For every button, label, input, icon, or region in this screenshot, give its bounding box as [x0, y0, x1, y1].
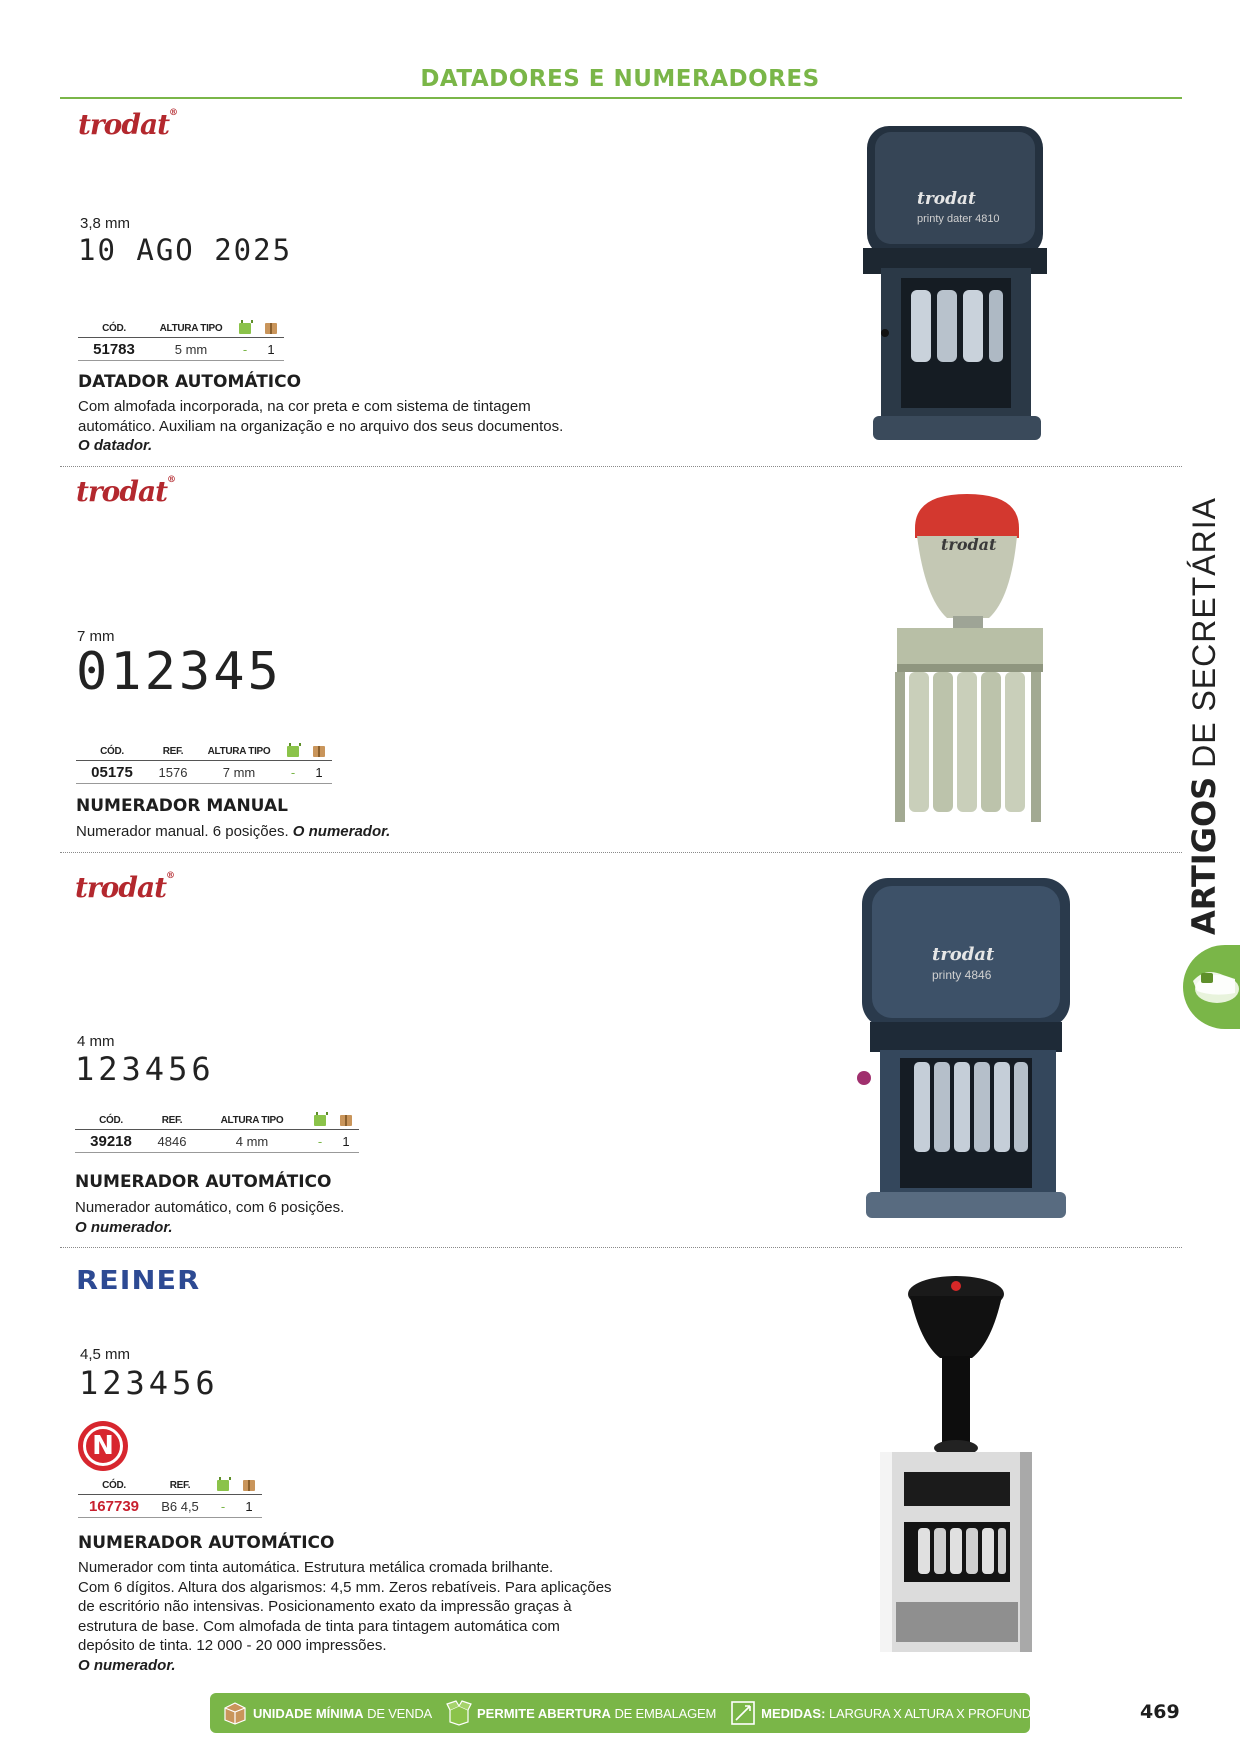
novelty-badge: N: [78, 1421, 128, 1471]
table-row: [75, 1130, 359, 1153]
min-unit-box-icon: [313, 746, 325, 757]
stamp-brand-label: trodat: [941, 535, 997, 554]
altura-tipo-value: 4 mm: [197, 1130, 307, 1153]
spec-table: [76, 746, 332, 784]
type-size: 4,5 mm: [80, 1346, 131, 1363]
stamp-brand-label: trodat: [932, 944, 995, 965]
min-unit-value: 1: [236, 1495, 262, 1518]
min-unit-box-icon: [265, 323, 277, 334]
min-unit-value: 1: [306, 761, 332, 784]
min-unit-box-icon: [222, 1700, 248, 1726]
page-number: 469: [1140, 1701, 1180, 1723]
open-pack-value: -: [307, 1130, 333, 1153]
ref-value: B6 4,5: [150, 1495, 210, 1518]
open-pack-value: -: [210, 1495, 236, 1518]
col-ref: REF.: [148, 746, 198, 761]
min-unit-box-icon: [340, 1115, 352, 1126]
print-sample: 012345: [76, 642, 282, 702]
open-pack-icon: [217, 1480, 229, 1491]
product-image-printy-4846: [840, 872, 1090, 1222]
print-sample: 123456: [79, 1364, 219, 1402]
col-cod: CÓD.: [76, 746, 148, 761]
product-image-dater-4810: [855, 118, 1055, 448]
table-row: [78, 1495, 262, 1518]
type-size: 4 mm: [77, 1033, 115, 1050]
section-divider: [60, 1247, 1182, 1248]
stamp-model-label: printy 4846: [932, 968, 992, 982]
col-ref: REF.: [150, 1480, 210, 1495]
open-pack-value: -: [280, 761, 306, 784]
print-sample: 10 AGO 2025: [78, 233, 293, 267]
brand-logo-trodat: trodat®: [78, 108, 178, 141]
section-divider: [60, 852, 1182, 853]
min-unit-value: 1: [258, 338, 284, 361]
stamp-model-label: printy dater 4810: [917, 213, 1000, 225]
product-image-reiner-b6: [860, 1272, 1050, 1662]
side-category-label: ARTIGOS DE SECRETÁRIA: [1185, 497, 1223, 935]
open-pack-icon: [287, 746, 299, 757]
stamp-brand-label: trodat: [917, 189, 976, 209]
table-row: [78, 338, 284, 361]
product-description: Com almofada incorporada, na cor preta e com sistema de tintagem automático. Auxiliam na organização e no arquivo dos seus documentos. O datador.: [78, 398, 564, 454]
col-ref: REF.: [147, 1115, 197, 1130]
product-code: 39218: [75, 1130, 147, 1153]
product-description: Numerador automático, com 6 posições. O numerador.: [75, 1199, 345, 1236]
section-divider: [60, 466, 1182, 467]
col-altura-tipo: ALTURA TIPO: [197, 1115, 307, 1130]
product-description: Numerador com tinta automática. Estrutura metálica cromada brilhante. Com 6 dígitos. Altura dos algarismos: 4,5 mm. Zeros rebatíveis. Para aplicações de escritório não intensivas. Posicionamento exato da impressão graças à estrutura de base. Com almofada de tinta para tintagem automática com depósito de tinta. 12 000 - 20 000 impressões. O numerador.: [78, 1559, 612, 1674]
product-code: 51783: [78, 338, 150, 361]
open-pack-icon: [446, 1700, 472, 1726]
header-rule: [60, 97, 1182, 99]
dimensions-icon: [730, 1700, 756, 1726]
altura-tipo-value: 5 mm: [150, 338, 232, 361]
spec-table: [75, 1115, 359, 1153]
product-description: Numerador manual. 6 posições. O numerador.: [76, 823, 391, 840]
product-title: NUMERADOR MANUAL: [76, 796, 288, 816]
product-code: 167739: [78, 1495, 150, 1518]
product-title: NUMERADOR AUTOMÁTICO: [78, 1533, 335, 1553]
open-pack-icon: [314, 1115, 326, 1126]
col-altura-tipo: ALTURA TIPO: [198, 746, 280, 761]
col-cod: CÓD.: [78, 1480, 150, 1495]
legend-min-unit: UNIDADE MÍNIMA DE VENDA: [222, 1700, 432, 1726]
open-pack-icon: [239, 323, 251, 334]
col-cod: CÓD.: [78, 323, 150, 338]
brand-logo-reiner: REINER: [76, 1266, 201, 1296]
product-code: 05175: [76, 761, 148, 784]
min-unit-value: 1: [333, 1130, 359, 1153]
legend-dimensions: MEDIDAS: LARGURA X ALTURA X PROFUNDIDADE: [730, 1700, 1070, 1726]
col-cod: CÓD.: [75, 1115, 147, 1130]
brand-logo-trodat: trodat®: [75, 871, 175, 904]
altura-tipo-value: 7 mm: [198, 761, 280, 784]
spec-table: [78, 323, 284, 361]
legend-bar: [210, 1693, 1070, 1733]
ref-value: 1576: [148, 761, 198, 784]
table-row: [76, 761, 332, 784]
hand-stamp-icon: [1183, 945, 1240, 1029]
open-pack-value: -: [232, 338, 258, 361]
col-altura-tipo: ALTURA TIPO: [150, 323, 232, 338]
spec-table: [78, 1480, 262, 1518]
print-sample: 123456: [75, 1050, 215, 1088]
product-title: DATADOR AUTOMÁTICO: [78, 372, 302, 392]
legend-open-pack: PERMITE ABERTURA DE EMBALAGEM: [446, 1700, 716, 1726]
side-category-tab: [1183, 945, 1240, 1029]
ref-value: 4846: [147, 1130, 197, 1153]
type-size: 7 mm: [77, 628, 115, 645]
product-image-manual-numberer: [885, 488, 1055, 833]
type-size: 3,8 mm: [80, 215, 131, 232]
brand-logo-trodat: trodat®: [76, 475, 176, 508]
product-title: NUMERADOR AUTOMÁTICO: [75, 1172, 332, 1192]
min-unit-box-icon: [243, 1480, 255, 1491]
section-title: DATADORES E NUMERADORES: [420, 66, 820, 92]
